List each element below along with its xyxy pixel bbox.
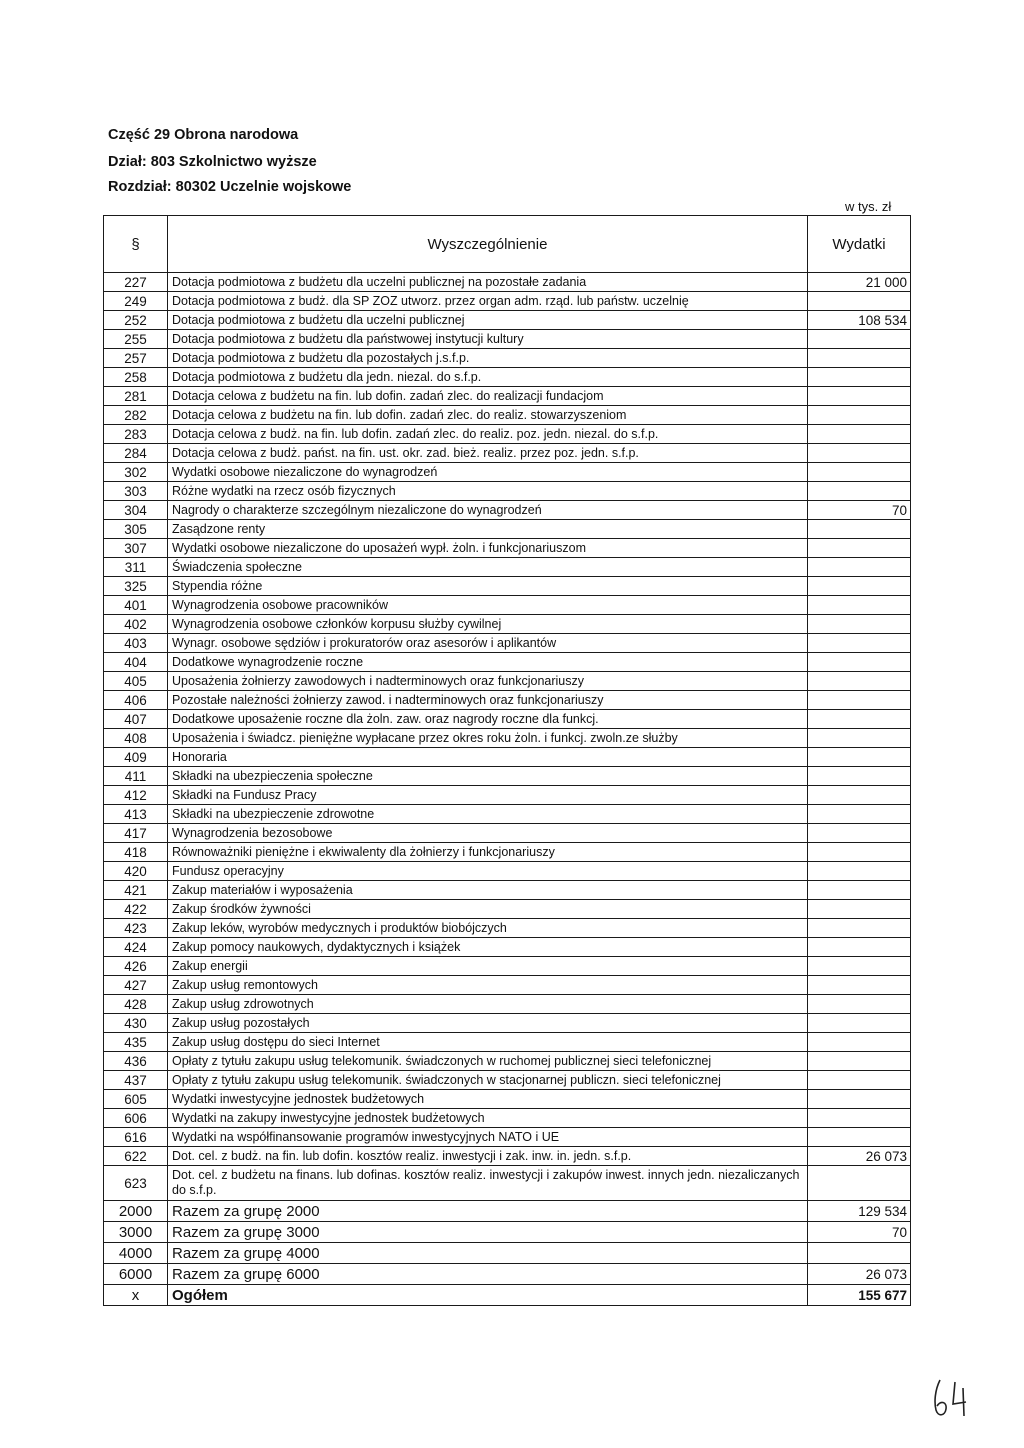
section-code: 252 — [104, 311, 168, 330]
description: Dotacja celowa z budż. na fin. lub dofin. zadań zlec. do realiz. poz. jedn. niezal. do s.f.p. — [168, 425, 808, 444]
section-code: 407 — [104, 710, 168, 729]
expense-value — [808, 1033, 911, 1052]
description: Zakup środków żywności — [168, 900, 808, 919]
expense-value — [808, 634, 911, 653]
expense-value: 21 000 — [808, 273, 911, 292]
section-code: 284 — [104, 444, 168, 463]
table-row — [104, 881, 911, 900]
expenditure-table — [103, 215, 911, 1306]
expense-value — [808, 520, 911, 539]
expense-value: 26 073 — [808, 1147, 911, 1166]
expense-value — [808, 349, 911, 368]
expense-value — [808, 691, 911, 710]
table-row — [104, 1243, 911, 1264]
table-row — [104, 425, 911, 444]
description: Dotacja celowa z budżetu na fin. lub dofin. zadań zlec. do realiz. stowarzyszeniom — [168, 406, 808, 425]
description: Zakup leków, wyrobów medycznych i produktów biobójczych — [168, 919, 808, 938]
expense-value — [808, 1052, 911, 1071]
description: Dotacja celowa z budżetu na fin. lub dofin. zadań zlec. do realizacji fundacjom — [168, 387, 808, 406]
expense-value — [808, 558, 911, 577]
table-row — [104, 1071, 911, 1090]
section-code: 258 — [104, 368, 168, 387]
expense-value: 26 073 — [808, 1264, 911, 1285]
section-code: 325 — [104, 577, 168, 596]
section-code: 423 — [104, 919, 168, 938]
unit-label: w tys. zł — [845, 199, 892, 214]
description: Razem za grupę 4000 — [168, 1243, 808, 1264]
table-row — [104, 919, 911, 938]
description: Pozostałe należności żołnierzy zawod. i nadterminowych oraz funkcjonariuszy — [168, 691, 808, 710]
table-row — [104, 634, 911, 653]
header-description: Wyszczególnienie — [168, 216, 808, 273]
section-code: 420 — [104, 862, 168, 881]
expense-value — [808, 1166, 911, 1201]
expense-value: 108 534 — [808, 311, 911, 330]
section-code: 428 — [104, 995, 168, 1014]
expense-value — [808, 919, 911, 938]
section-code: 303 — [104, 482, 168, 501]
table-row — [104, 710, 911, 729]
table-row — [104, 1052, 911, 1071]
description: Równoważniki pieniężne i ekwiwalenty dla żołnierzy i funkcjonariuszy — [168, 843, 808, 862]
expense-value: 70 — [808, 1222, 911, 1243]
expense-value — [808, 368, 911, 387]
table-row — [104, 805, 911, 824]
table-row — [104, 387, 911, 406]
section-code: 606 — [104, 1109, 168, 1128]
table-row — [104, 786, 911, 805]
section-code: 411 — [104, 767, 168, 786]
expense-value — [808, 1014, 911, 1033]
table-row — [104, 292, 911, 311]
table-row — [104, 615, 911, 634]
section-code: 436 — [104, 1052, 168, 1071]
description: Wynagrodzenia osobowe członków korpusu służby cywilnej — [168, 615, 808, 634]
description: Ogółem — [168, 1285, 808, 1306]
expense-value — [808, 596, 911, 615]
section-code: 412 — [104, 786, 168, 805]
table-row — [104, 1014, 911, 1033]
section-code: 281 — [104, 387, 168, 406]
section-code: 622 — [104, 1147, 168, 1166]
expense-value: 70 — [808, 501, 911, 520]
section-code: 401 — [104, 596, 168, 615]
section-code: 437 — [104, 1071, 168, 1090]
description: Uposażenia żołnierzy zawodowych i nadterminowych oraz funkcjonariuszy — [168, 672, 808, 691]
table-row — [104, 368, 911, 387]
table-row — [104, 1166, 911, 1201]
section-code: 6000 — [104, 1264, 168, 1285]
section-code: 616 — [104, 1128, 168, 1147]
table-row — [104, 653, 911, 672]
section-code: 2000 — [104, 1201, 168, 1222]
section-code: 417 — [104, 824, 168, 843]
section-code: 409 — [104, 748, 168, 767]
expense-value — [808, 995, 911, 1014]
expense-value — [808, 292, 911, 311]
expense-value — [808, 463, 911, 482]
table-row — [104, 1128, 911, 1147]
section-code: 406 — [104, 691, 168, 710]
table-row — [104, 463, 911, 482]
section-code: 305 — [104, 520, 168, 539]
expense-value — [808, 672, 911, 691]
expense-value — [808, 786, 911, 805]
table-row — [104, 482, 911, 501]
description: Dotacja podmiotowa z budżetu dla pozostałych j.s.f.p. — [168, 349, 808, 368]
expense-value — [808, 976, 911, 995]
section-code: 430 — [104, 1014, 168, 1033]
table-row — [104, 406, 911, 425]
table-row — [104, 691, 911, 710]
description: Składki na ubezpieczenia społeczne — [168, 767, 808, 786]
section-code: 3000 — [104, 1222, 168, 1243]
expense-value — [808, 406, 911, 425]
expense-value — [808, 710, 911, 729]
description: Dotacja podmiotowa z budżetu dla państwowej instytucji kultury — [168, 330, 808, 349]
table-row — [104, 1285, 911, 1306]
chapter-heading: Rozdział: 80302 Uczelnie wojskowe — [108, 179, 352, 195]
section-code: 283 — [104, 425, 168, 444]
table-row — [104, 520, 911, 539]
section-code: 403 — [104, 634, 168, 653]
part-heading: Część 29 Obrona narodowa — [108, 127, 299, 143]
table-row — [104, 862, 911, 881]
table-row — [104, 729, 911, 748]
table-row — [104, 995, 911, 1014]
table-row — [104, 900, 911, 919]
description: Składki na ubezpieczenie zdrowotne — [168, 805, 808, 824]
table-row — [104, 349, 911, 368]
table-row — [104, 824, 911, 843]
description: Wydatki na zakupy inwestycyjne jednostek budżetowych — [168, 1109, 808, 1128]
description: Dot. cel. z budż. na fin. lub dofin. kosztów realiz. inwestycji i zak. inw. in. jedn. s.f.p. — [168, 1147, 808, 1166]
section-code: 302 — [104, 463, 168, 482]
section-code: 424 — [104, 938, 168, 957]
expense-value — [808, 615, 911, 634]
description: Dodatkowe wynagrodzenie roczne — [168, 653, 808, 672]
section-code: 435 — [104, 1033, 168, 1052]
section-code: 311 — [104, 558, 168, 577]
expense-value — [808, 482, 911, 501]
section-code: 408 — [104, 729, 168, 748]
description: Nagrody o charakterze szczególnym niezaliczone do wynagrodzeń — [168, 501, 808, 520]
table-row — [104, 501, 911, 520]
expense-value — [808, 444, 911, 463]
section-code: 605 — [104, 1090, 168, 1109]
description: Uposażenia i świadcz. pieniężne wypłacane przez okres roku żoln. i funkcj. zwoln.ze służby — [168, 729, 808, 748]
expense-value — [808, 881, 911, 900]
section-code: 402 — [104, 615, 168, 634]
expense-value: 129 534 — [808, 1201, 911, 1222]
description: Razem za grupę 6000 — [168, 1264, 808, 1285]
description: Zakup usług pozostałych — [168, 1014, 808, 1033]
section-code: 418 — [104, 843, 168, 862]
expense-value — [808, 1128, 911, 1147]
section-code: 422 — [104, 900, 168, 919]
section-code: 4000 — [104, 1243, 168, 1264]
description: Dotacja celowa z budż. państ. na fin. ust. okr. zad. bież. realiz. przez poz. jedn. s.f.p. — [168, 444, 808, 463]
expense-value — [808, 938, 911, 957]
section-code: 255 — [104, 330, 168, 349]
description: Zakup usług zdrowotnych — [168, 995, 808, 1014]
table-row — [104, 311, 911, 330]
expense-value — [808, 805, 911, 824]
section-code: 623 — [104, 1166, 168, 1201]
expense-value — [808, 729, 911, 748]
expense-value — [808, 1243, 911, 1264]
handwritten-page-number — [926, 1376, 976, 1420]
expense-value — [808, 1109, 911, 1128]
expense-value — [808, 767, 911, 786]
header-section: § — [104, 216, 168, 273]
expense-value — [808, 843, 911, 862]
expense-value — [808, 387, 911, 406]
description: Stypendia różne — [168, 577, 808, 596]
description: Dotacja podmiotowa z budżetu dla uczelni publicznej — [168, 311, 808, 330]
section-code: 307 — [104, 539, 168, 558]
description: Świadczenia społeczne — [168, 558, 808, 577]
description: Opłaty z tytułu zakupu usług telekomunik. świadczonych w stacjonarnej publiczn. sieci telefonicznej — [168, 1071, 808, 1090]
table-row — [104, 330, 911, 349]
section-code: 427 — [104, 976, 168, 995]
description: Dotacja podmiotowa z budż. dla SP ZOZ utworz. przez organ adm. rząd. lub państw. uczelnię — [168, 292, 808, 311]
table-row — [104, 748, 911, 767]
description: Dotacja podmiotowa z budżetu dla jedn. niezal. do s.f.p. — [168, 368, 808, 387]
description: Dot. cel. z budżetu na finans. lub dofinas. kosztów realiz. inwestycji i zakupów inwest. innych jedn. niezaliczanych do s.f.p. — [168, 1166, 808, 1201]
description: Wydatki osobowe niezaliczone do uposażeń wypł. żoln. i funkcjonariuszom — [168, 539, 808, 558]
description: Wydatki na współfinansowanie programów inwestycyjnych NATO i UE — [168, 1128, 808, 1147]
table-row — [104, 672, 911, 691]
table-row — [104, 273, 911, 292]
section-code: 249 — [104, 292, 168, 311]
description: Zakup usług remontowych — [168, 976, 808, 995]
expense-value — [808, 539, 911, 558]
expense-value — [808, 862, 911, 881]
expense-value: 155 677 — [808, 1285, 911, 1306]
expense-value — [808, 957, 911, 976]
section-code: x — [104, 1285, 168, 1306]
table-row — [104, 444, 911, 463]
expense-value — [808, 824, 911, 843]
expense-value — [808, 577, 911, 596]
table-row — [104, 843, 911, 862]
description: Składki na Fundusz Pracy — [168, 786, 808, 805]
expense-value — [808, 425, 911, 444]
table-row — [104, 1147, 911, 1166]
expense-value — [808, 330, 911, 349]
table-row — [104, 957, 911, 976]
description: Razem za grupę 3000 — [168, 1222, 808, 1243]
description: Dodatkowe uposażenie roczne dla żoln. zaw. oraz nagrody roczne dla funkcj. — [168, 710, 808, 729]
section-code: 282 — [104, 406, 168, 425]
table-row — [104, 596, 911, 615]
table-row — [104, 976, 911, 995]
description: Razem za grupę 2000 — [168, 1201, 808, 1222]
description: Opłaty z tytułu zakupu usług telekomunik. świadczonych w ruchomej publicznej sieci telefonicznej — [168, 1052, 808, 1071]
description: Wynagr. osobowe sędziów i prokuratorów oraz asesorów i aplikantów — [168, 634, 808, 653]
description: Różne wydatki na rzecz osób fizycznych — [168, 482, 808, 501]
table-row — [104, 1222, 911, 1243]
table-row — [104, 539, 911, 558]
section-code: 257 — [104, 349, 168, 368]
description: Zakup materiałów i wyposażenia — [168, 881, 808, 900]
description: Zakup usług dostępu do sieci Internet — [168, 1033, 808, 1052]
table-row — [104, 938, 911, 957]
expense-value — [808, 1071, 911, 1090]
section-code: 405 — [104, 672, 168, 691]
expense-value — [808, 748, 911, 767]
table-row — [104, 577, 911, 596]
header-expenses: Wydatki — [808, 216, 911, 273]
table-header-row — [104, 216, 911, 273]
section-code: 404 — [104, 653, 168, 672]
description: Wydatki inwestycyjne jednostek budżetowych — [168, 1090, 808, 1109]
division-heading: Dział: 803 Szkolnictwo wyższe — [108, 154, 317, 170]
description: Dotacja podmiotowa z budżetu dla uczelni publicznej na pozostałe zadania — [168, 273, 808, 292]
description: Zakup energii — [168, 957, 808, 976]
table-row — [104, 558, 911, 577]
description: Wynagrodzenia bezosobowe — [168, 824, 808, 843]
expense-value — [808, 900, 911, 919]
section-code: 227 — [104, 273, 168, 292]
table-row — [104, 1090, 911, 1109]
section-code: 421 — [104, 881, 168, 900]
description: Zakup pomocy naukowych, dydaktycznych i książek — [168, 938, 808, 957]
table-row — [104, 1201, 911, 1222]
section-code: 413 — [104, 805, 168, 824]
description: Wydatki osobowe niezaliczone do wynagrodzeń — [168, 463, 808, 482]
description: Zasądzone renty — [168, 520, 808, 539]
description: Honoraria — [168, 748, 808, 767]
expense-value — [808, 653, 911, 672]
description: Wynagrodzenia osobowe pracowników — [168, 596, 808, 615]
expense-value — [808, 1090, 911, 1109]
table-row — [104, 767, 911, 786]
table-row — [104, 1264, 911, 1285]
section-code: 426 — [104, 957, 168, 976]
description: Fundusz operacyjny — [168, 862, 808, 881]
section-code: 304 — [104, 501, 168, 520]
table-row — [104, 1109, 911, 1128]
table-row — [104, 1033, 911, 1052]
